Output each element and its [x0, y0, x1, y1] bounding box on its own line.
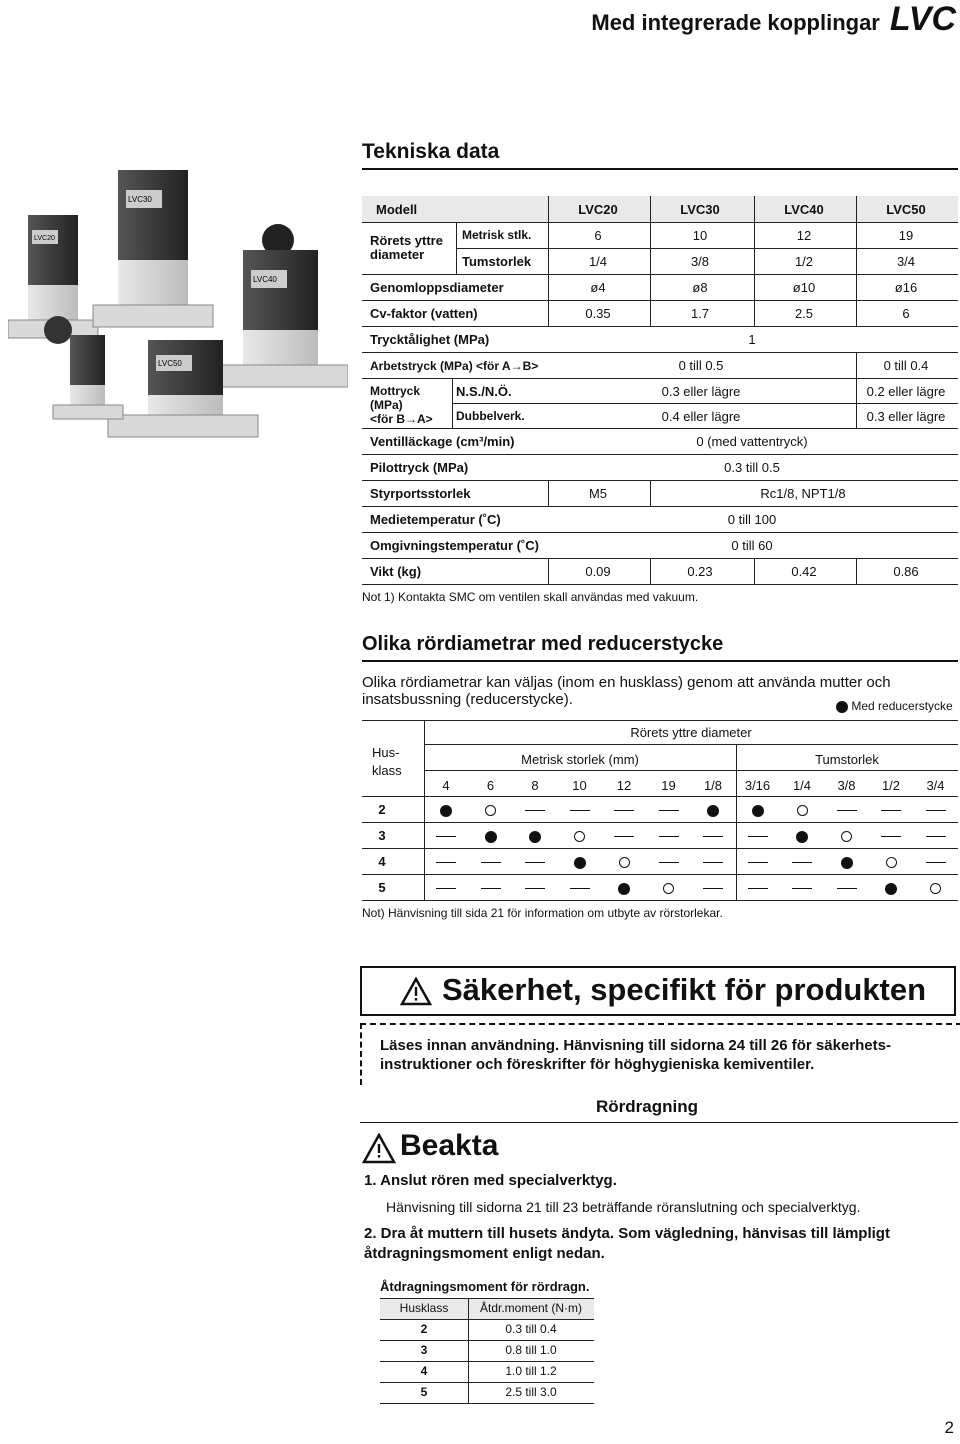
- rt-rule: [424, 770, 958, 771]
- cv-lvc30: 1.7: [690, 306, 710, 321]
- open-circle-icon: [797, 805, 808, 816]
- size-header: 1/8: [703, 778, 723, 793]
- torque-class: 3: [420, 1343, 428, 1357]
- item1-text: Hänvisning till sidorna 21 till 23 beträffande röranslutning och specialverktyg.: [386, 1199, 861, 1215]
- filled-dot-icon: [562, 854, 598, 869]
- size-header: 3/16: [744, 778, 771, 793]
- ttab-rule: [380, 1340, 594, 1341]
- valve-label-lvc20: LVC20: [34, 235, 55, 242]
- nc-b: 0.2 eller lägre: [866, 384, 946, 399]
- torque-class: 4: [420, 1364, 428, 1378]
- safety-intro: Läses innan användning. Hänvisning till sidorna 24 till 26 för säkerhets-instruktioner och föreskrifter för höghygieniska kemiventiler.: [380, 1037, 891, 1073]
- row-work: [362, 352, 958, 378]
- filled-dot-icon: [485, 831, 497, 843]
- metric-lvc30: 10: [692, 228, 708, 243]
- port-b: Rc1/8, NPT1/8: [760, 486, 846, 501]
- filled-dot-icon: [829, 854, 865, 869]
- dash-icon: [695, 828, 731, 843]
- dash-icon: [659, 836, 679, 837]
- dash-icon: [881, 810, 901, 811]
- dash-icon: [829, 802, 865, 817]
- dash-icon: [428, 880, 464, 895]
- size-header: 8: [531, 778, 539, 793]
- dash-icon: [784, 880, 820, 895]
- spec-vrule: [650, 480, 651, 506]
- rt-rule: [362, 900, 958, 901]
- dash-icon: [792, 862, 812, 863]
- size-header: 3/4: [926, 778, 945, 793]
- dash-icon: [525, 810, 545, 811]
- metric-lvc20: 6: [594, 228, 602, 243]
- spec-vrule: [856, 196, 857, 326]
- back-label-3: <för B→A>: [370, 412, 433, 426]
- back-label-2: (MPa): [370, 398, 403, 412]
- open-circle-icon: [606, 854, 642, 869]
- spec-vrule: [856, 352, 857, 428]
- cv-lvc20: 0.35: [585, 306, 611, 321]
- page-header: [591, 0, 956, 39]
- inch-label: Tumstorlek: [462, 254, 532, 269]
- valve-label-lvc50: LVC50: [158, 359, 182, 368]
- valve-lvc50: [108, 340, 258, 437]
- cv-label: Cv-faktor (vatten): [370, 306, 478, 321]
- row-cv: [362, 300, 958, 326]
- dash-icon: [740, 880, 776, 895]
- dash-icon: [481, 888, 501, 889]
- filled-dot-icon: [574, 857, 586, 869]
- row-leak: [362, 428, 958, 454]
- bore-lvc50: ø16: [894, 280, 918, 295]
- ttab-rule: [380, 1319, 594, 1320]
- size-header: 10: [572, 778, 587, 793]
- nc-a: 0.3 eller lägre: [661, 384, 741, 399]
- col-lvc40: LVC40: [784, 202, 824, 217]
- dash-icon: [614, 836, 634, 837]
- da-label: Dubbelverk.: [456, 409, 525, 423]
- open-circle-icon: [485, 805, 496, 816]
- inch-lvc40: 1/2: [794, 254, 814, 269]
- filled-dot-icon: [428, 802, 464, 817]
- filled-dot-icon: [517, 828, 553, 843]
- filled-dot-icon: [873, 880, 909, 895]
- amb-label: Omgivningstemperatur (˚C): [370, 538, 540, 553]
- open-circle-icon: [829, 828, 865, 843]
- dash-icon: [926, 836, 946, 837]
- valve-lvc20: [8, 215, 98, 344]
- spec-vrule: [856, 558, 857, 584]
- dash-icon: [748, 888, 768, 889]
- col-lvc20: LVC20: [578, 202, 618, 217]
- husklass-value: 5: [378, 880, 386, 895]
- dash-icon: [428, 854, 464, 869]
- husklass-value: 3: [378, 828, 386, 843]
- open-circle-icon: [574, 831, 585, 842]
- filled-dot-icon: [752, 805, 764, 817]
- open-circle-icon: [930, 883, 941, 894]
- diam-label: Rörets yttre diameter: [370, 233, 443, 262]
- row-proof: [362, 326, 958, 352]
- proof-label: Trycktålighet (MPa): [370, 332, 490, 347]
- open-circle-icon: [886, 857, 897, 868]
- open-circle-icon: [619, 857, 630, 868]
- row-bore: [362, 274, 958, 300]
- row-weight: [362, 558, 958, 584]
- filled-dot-icon: [784, 828, 820, 843]
- torque-class: 5: [420, 1385, 428, 1399]
- work-a: 0 till 0.5: [678, 358, 724, 373]
- spec-vrule: [548, 558, 549, 584]
- open-circle-icon: [841, 831, 852, 842]
- dash-icon: [436, 888, 456, 889]
- weight-lvc40: 0.42: [791, 564, 817, 579]
- spec-vrule: [456, 222, 457, 274]
- inch-group-label: Tumstorlek: [815, 752, 879, 767]
- bore-lvc30: ø8: [692, 280, 708, 295]
- spec-vrule: [650, 558, 651, 584]
- dash-icon: [748, 862, 768, 863]
- dash-icon: [570, 810, 590, 811]
- caution-triangle-icon: [362, 1133, 396, 1164]
- da-b: 0.3 eller lägre: [866, 409, 946, 424]
- filled-dot-icon: [473, 828, 509, 843]
- port-a: M5: [588, 486, 608, 501]
- work-b: 0 till 0.4: [883, 358, 929, 373]
- row-pilot: [362, 454, 958, 480]
- valve-small: [53, 335, 123, 419]
- dash-icon: [436, 836, 456, 837]
- dash-icon: [740, 828, 776, 843]
- ttab-rule: [380, 1382, 594, 1383]
- page-number: 2: [944, 1418, 954, 1437]
- filled-dot-icon: [841, 857, 853, 869]
- dash-icon: [614, 810, 634, 811]
- caution-title: Beakta: [400, 1129, 499, 1162]
- open-circle-icon: [651, 880, 687, 895]
- bore-lvc40: ø10: [792, 280, 816, 295]
- inch-lvc20: 1/4: [588, 254, 608, 269]
- dash-icon: [703, 836, 723, 837]
- torque-head-class: Husklass: [399, 1301, 449, 1315]
- pilot-value: 0.3 till 0.5: [724, 460, 780, 475]
- dash-icon: [703, 888, 723, 889]
- torque-header: [380, 1298, 594, 1319]
- torque-moment: 2.5 till 3.0: [505, 1385, 557, 1399]
- amb-value: 0 till 60: [731, 538, 773, 553]
- filled-dot-icon: [529, 831, 541, 843]
- dash-icon: [792, 888, 812, 889]
- rt-rule: [424, 744, 958, 745]
- rt-rule: [362, 848, 958, 849]
- inch-lvc30: 3/8: [690, 254, 710, 269]
- dash-icon: [837, 888, 857, 889]
- filled-dot-icon: [606, 880, 642, 895]
- husklass-value: 2: [378, 802, 386, 817]
- rt-vrule: [424, 720, 425, 900]
- reducer-text: Olika rördiametrar kan väljas (inom en husklass) genom att använda mutter och insatsbussning (reducerstycke).: [362, 674, 891, 708]
- group-label: Rörets yttre diameter: [630, 725, 752, 740]
- husklass-label: Hus-klass: [372, 745, 402, 778]
- metric-lvc50: 19: [898, 228, 914, 243]
- dash-icon: [473, 854, 509, 869]
- dash-icon: [918, 828, 954, 843]
- dash-icon: [651, 854, 687, 869]
- open-circle-icon: [873, 854, 909, 869]
- size-header: 4: [442, 778, 450, 793]
- cv-lvc40: 2.5: [794, 306, 814, 321]
- fluid-label: Medietemperatur (˚C): [370, 512, 501, 527]
- reducer-title: Olika rördiametrar med reducerstycke: [362, 633, 724, 655]
- open-circle-icon: [918, 880, 954, 895]
- dash-icon: [570, 888, 590, 889]
- reducer-note: Not) Hänvisning till sida 21 för information om utbyte av rörstorlekar.: [362, 906, 723, 920]
- dash-icon: [695, 854, 731, 869]
- item1-heading: 1. Anslut rören med specialverktyg.: [364, 1172, 617, 1189]
- dash-icon: [748, 836, 768, 837]
- weight-lvc20: 0.09: [585, 564, 611, 579]
- spec-header-row: [362, 196, 958, 222]
- rt-rule: [362, 720, 958, 721]
- dash-icon: [695, 880, 731, 895]
- dash-icon: [517, 880, 553, 895]
- dash-icon: [926, 862, 946, 863]
- filled-dot-icon: [618, 883, 630, 895]
- spec-rule: [452, 403, 958, 404]
- spec-vrule: [650, 196, 651, 326]
- fluid-value: 0 till 100: [727, 512, 777, 527]
- ttab-rule: [380, 1361, 594, 1362]
- weight-lvc30: 0.23: [687, 564, 713, 579]
- header-product: LVC: [889, 0, 956, 38]
- proof-value: 1: [748, 332, 756, 347]
- size-header: 12: [616, 778, 632, 793]
- open-circle-icon: [473, 802, 509, 817]
- warning-triangle-icon: [400, 977, 432, 1006]
- valve-label-lvc40: LVC40: [253, 275, 277, 284]
- col-lvc50: LVC50: [886, 202, 926, 217]
- dash-icon: [740, 854, 776, 869]
- bore-lvc20: ø4: [590, 280, 606, 295]
- torque-head-moment: Åtdr.moment (N·m): [479, 1301, 582, 1315]
- filled-dot-icon: [440, 805, 452, 817]
- valve-lvc30: [93, 170, 213, 327]
- open-circle-icon: [784, 802, 820, 817]
- bore-label: Genomloppsdiameter: [370, 280, 504, 295]
- da-a: 0.4 eller lägre: [661, 409, 741, 424]
- valve-label-lvc30: LVC30: [128, 195, 152, 204]
- ttab-vrule: [468, 1298, 469, 1403]
- dash-icon: [926, 810, 946, 811]
- dash-icon: [881, 836, 901, 837]
- size-header: 1/4: [792, 778, 812, 793]
- section-rule: [360, 1122, 958, 1123]
- spec-vrule: [754, 196, 755, 326]
- spec-vrule: [548, 196, 549, 326]
- weight-lvc50: 0.86: [893, 564, 919, 579]
- dash-icon: [517, 854, 553, 869]
- dash-icon: [651, 802, 687, 817]
- row-fluid-temp: [362, 506, 958, 532]
- tech-note: Not 1) Kontakta SMC om ventilen skall användas med vakuum.: [362, 590, 699, 604]
- item2-heading: 2. Dra åt muttern till husets ändyta. Som vägledning, hänvisas till lämpligt åtdragningsmoment enligt nedan.: [364, 1225, 890, 1262]
- work-label: Arbetstryck (MPa) <för A→B>: [370, 359, 539, 373]
- rt-rule: [362, 796, 958, 797]
- filled-dot-icon: [695, 802, 731, 817]
- dash-icon: [606, 828, 642, 843]
- metric-label: Metrisk stlk.: [462, 228, 532, 242]
- col-lvc30: LVC30: [680, 202, 720, 217]
- torque-moment: 0.3 till 0.4: [505, 1322, 557, 1336]
- row-port: [362, 480, 958, 506]
- torque-moment: 1.0 till 1.2: [505, 1364, 557, 1378]
- metric-group-label: Metrisk storlek (mm): [521, 752, 639, 767]
- dash-icon: [428, 828, 464, 843]
- ttab-rule: [380, 1403, 594, 1404]
- dash-icon: [562, 880, 598, 895]
- torque-title: Åtdragningsmoment för rördragn.: [380, 1279, 590, 1294]
- filled-dot-icon: [796, 831, 808, 843]
- legend-label: Med reducerstycke: [851, 699, 953, 713]
- spec-rule: [456, 248, 958, 249]
- dash-icon: [651, 828, 687, 843]
- cv-lvc50: 6: [902, 306, 910, 321]
- inch-lvc50: 3/4: [896, 254, 916, 269]
- filled-dot-icon: [836, 701, 848, 713]
- open-circle-icon: [562, 828, 598, 843]
- dash-icon: [473, 880, 509, 895]
- filled-dot-icon: [885, 883, 897, 895]
- dash-icon: [837, 810, 857, 811]
- dash-icon: [784, 854, 820, 869]
- tech-title-underline: [362, 168, 958, 170]
- dash-icon: [481, 862, 501, 863]
- spec-rule: [362, 584, 958, 585]
- leak-label: Ventilläckage (cm³/min): [370, 434, 515, 449]
- dash-icon: [436, 862, 456, 863]
- size-header: 1/2: [881, 778, 901, 793]
- husklass-value: 4: [378, 854, 386, 869]
- reducer-legend: [836, 699, 953, 713]
- nc-label: N.S./N.Ö.: [456, 384, 512, 399]
- dash-icon: [659, 810, 679, 811]
- dash-icon: [873, 828, 909, 843]
- size-header: 19: [661, 778, 676, 793]
- spec-vrule: [452, 378, 453, 428]
- safety-title-box: [360, 966, 956, 1016]
- rt-rule: [362, 822, 958, 823]
- row-ambient-temp: [362, 532, 958, 558]
- torque-moment: 0.8 till 1.0: [505, 1343, 557, 1357]
- dash-icon: [659, 862, 679, 863]
- rt-rule: [362, 874, 958, 875]
- size-header: 6: [486, 778, 495, 793]
- dash-icon: [918, 854, 954, 869]
- product-photo: [8, 150, 348, 450]
- open-circle-icon: [663, 883, 674, 894]
- dash-icon: [562, 802, 598, 817]
- filled-dot-icon: [740, 802, 776, 817]
- safety-title: Säkerhet, specifikt för produkten: [442, 972, 927, 1007]
- size-header: 3/8: [837, 778, 856, 793]
- ttab-rule: [380, 1298, 594, 1299]
- dash-icon: [517, 802, 553, 817]
- dash-icon: [703, 862, 723, 863]
- weight-label: Vikt (kg): [370, 564, 422, 579]
- col-model: Modell: [376, 202, 418, 217]
- dash-icon: [606, 802, 642, 817]
- leak-value: 0 (med vattentryck): [696, 434, 808, 449]
- reducer-title-underline: [362, 660, 958, 662]
- pilot-label: Pilottryck (MPa): [370, 460, 469, 475]
- dash-icon: [873, 802, 909, 817]
- dash-icon: [918, 802, 954, 817]
- filled-dot-icon: [707, 805, 719, 817]
- section-rordragning: Rördragning: [596, 1097, 698, 1116]
- dash-icon: [829, 880, 865, 895]
- port-label: Styrportsstorlek: [370, 486, 471, 501]
- valve-lvc40: [213, 224, 348, 387]
- spec-vrule: [754, 558, 755, 584]
- torque-class: 2: [420, 1322, 428, 1336]
- dash-icon: [525, 888, 545, 889]
- tech-data-title: Tekniska data: [362, 140, 500, 163]
- header-title: Med integrerade kopplingar: [591, 10, 880, 35]
- spec-vrule: [548, 480, 549, 506]
- dash-icon: [525, 862, 545, 863]
- back-label-1: Mottryck: [370, 384, 421, 398]
- back-label: [370, 384, 433, 426]
- metric-lvc40: 12: [796, 228, 812, 243]
